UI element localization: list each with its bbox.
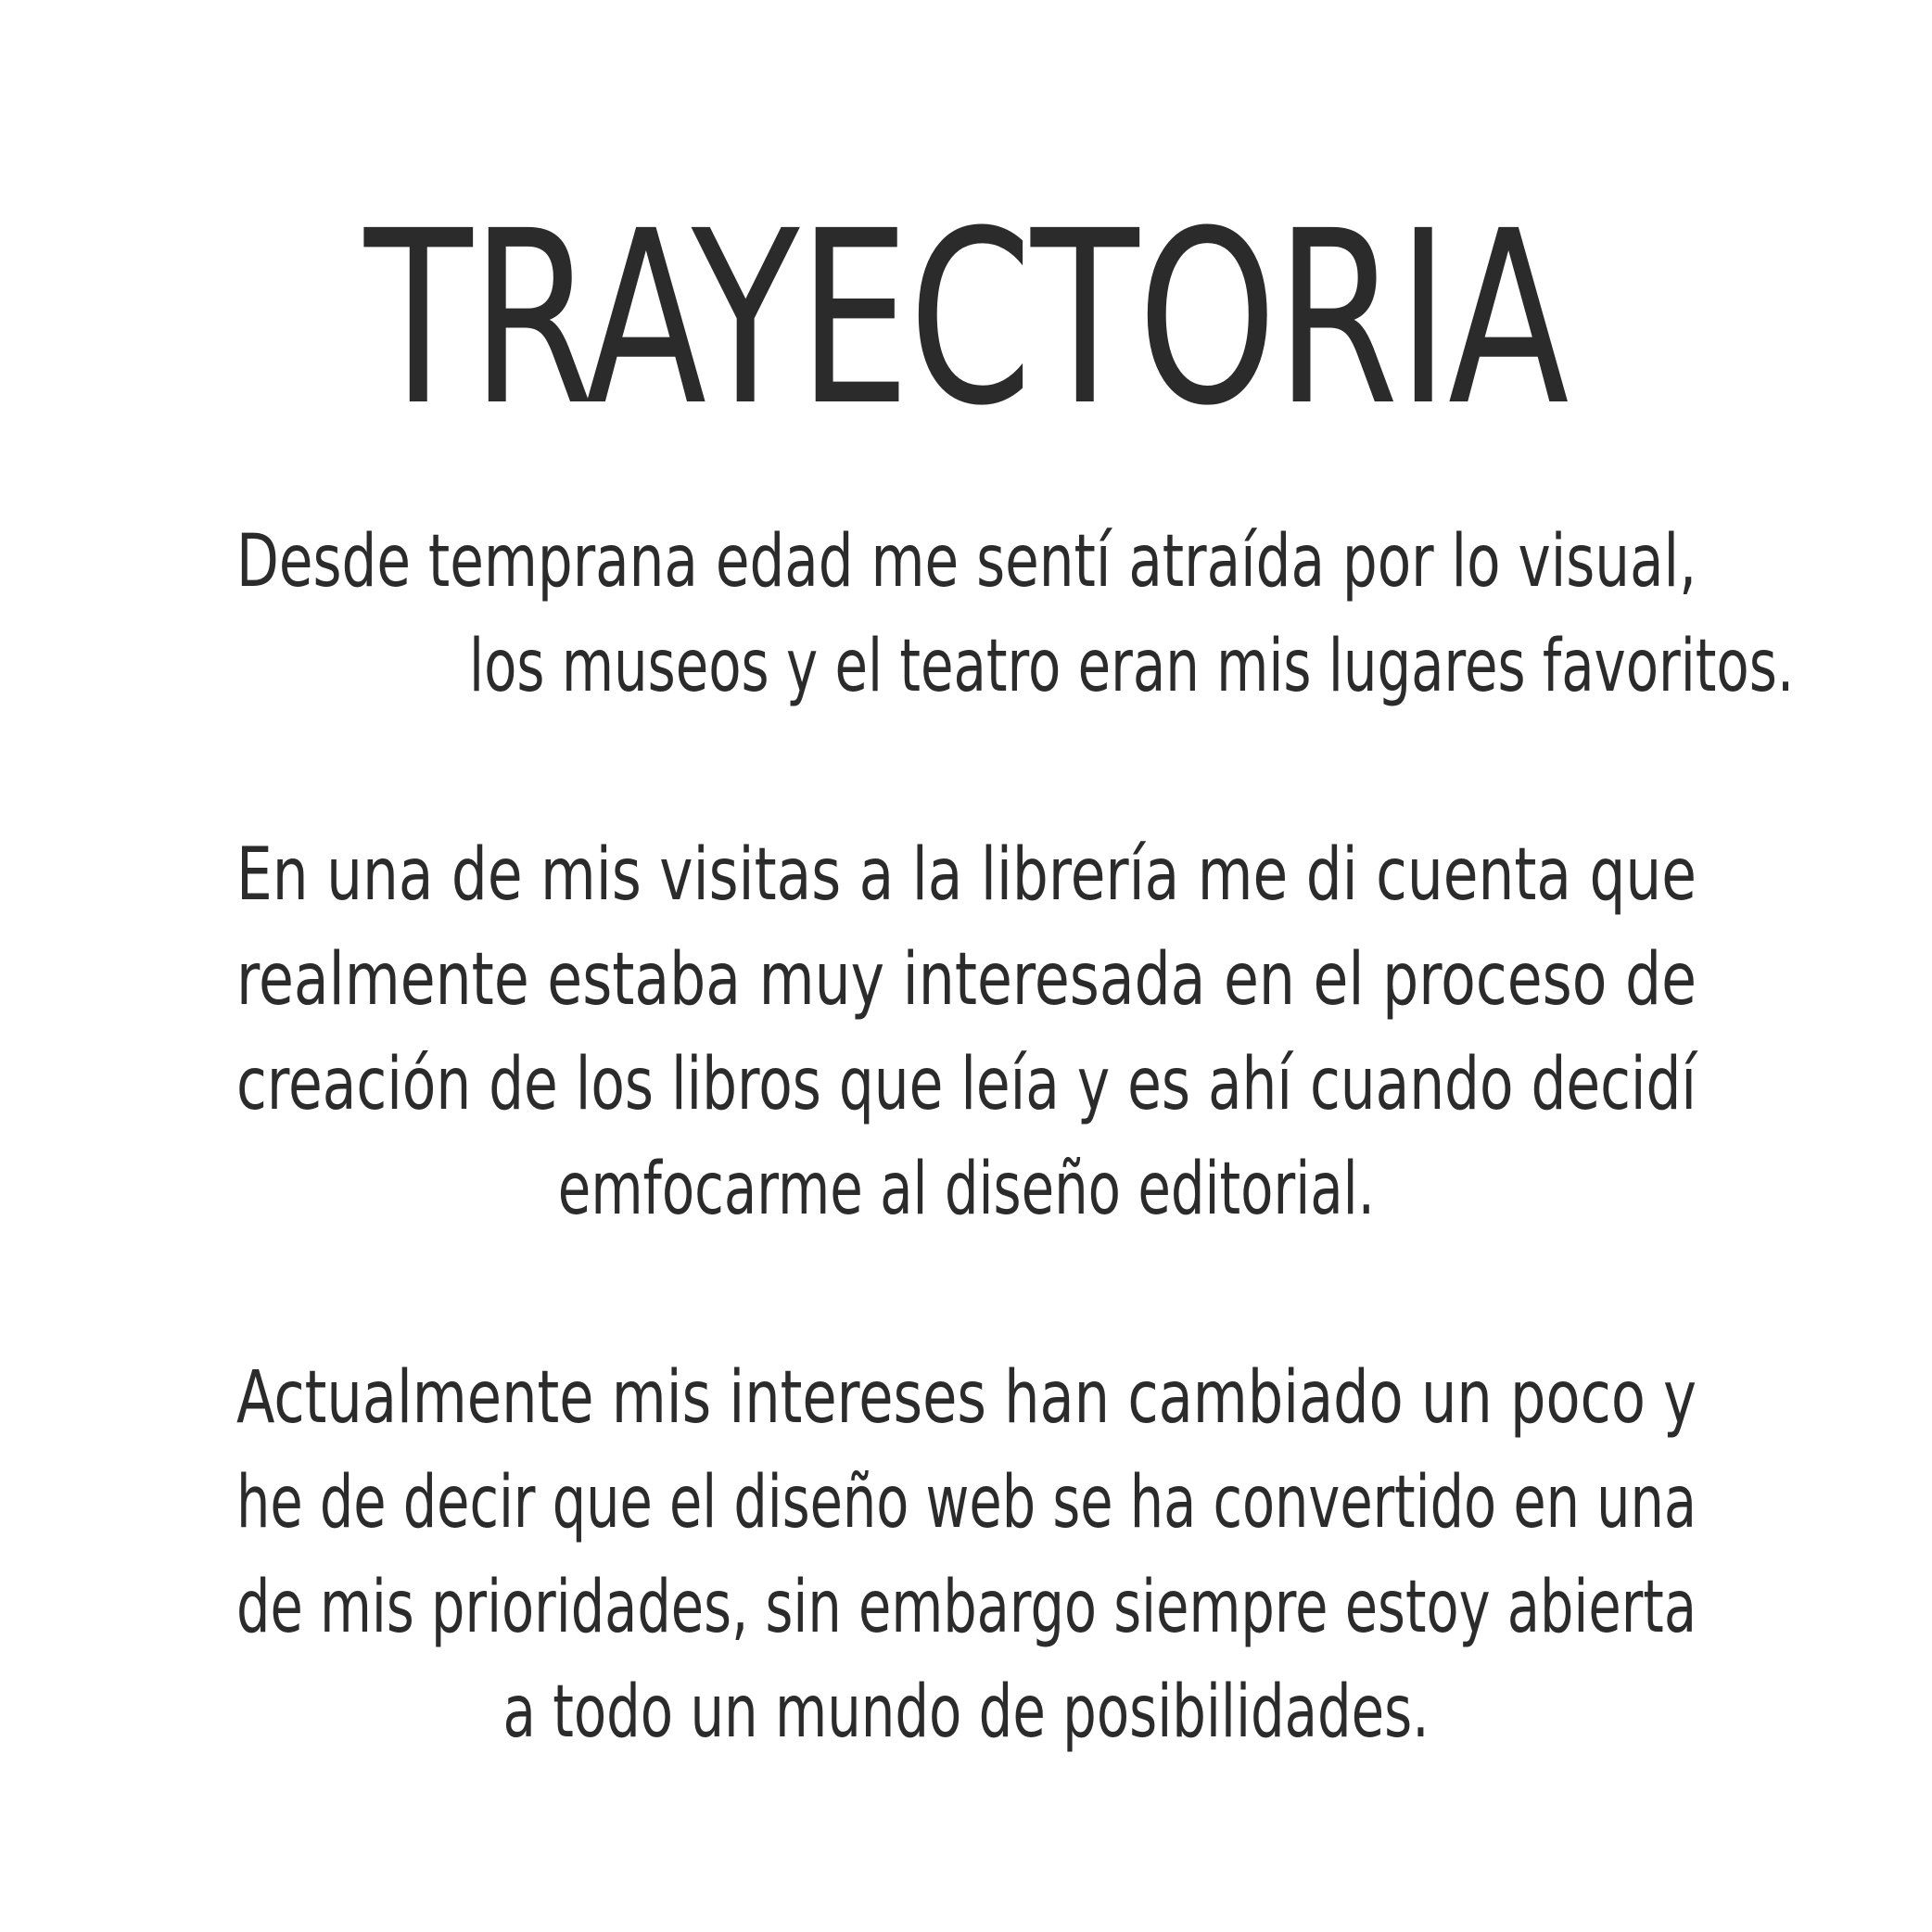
paragraph-line: de mis prioridades, sin embargo siempre estoy abierta [236,1566,1697,1649]
paragraph-1 [236,510,1795,719]
paragraph-line: Actualmente mis intereses han cambiado un poco y [236,1356,1697,1440]
page-title: TRAYECTORIA [363,180,1569,458]
paragraph-line: creación de los libros que leía y es ahí cuando decidí [236,1043,1697,1126]
paragraph-3 [236,1346,1697,1765]
paragraph-line: a todo un mundo de posibilidades. [502,1671,1430,1754]
paragraph-line: Desde temprana edad me sentí atraída por lo visual, [236,520,1697,604]
paragraph-line: En una de mis visitas a la librería me di cuenta que [236,833,1697,917]
paragraph-line: emfocarme al diseño editorial. [557,1148,1376,1231]
paragraph-line: los museos y el teatro eran mis lugares favoritos. [469,625,1795,708]
paragraph-2 [236,823,1697,1242]
paragraph-line: realmente estaba muy interesada en el proceso de [236,938,1697,1022]
paragraph-line: he de decir que el diseño web se ha convertido en una [236,1461,1697,1544]
